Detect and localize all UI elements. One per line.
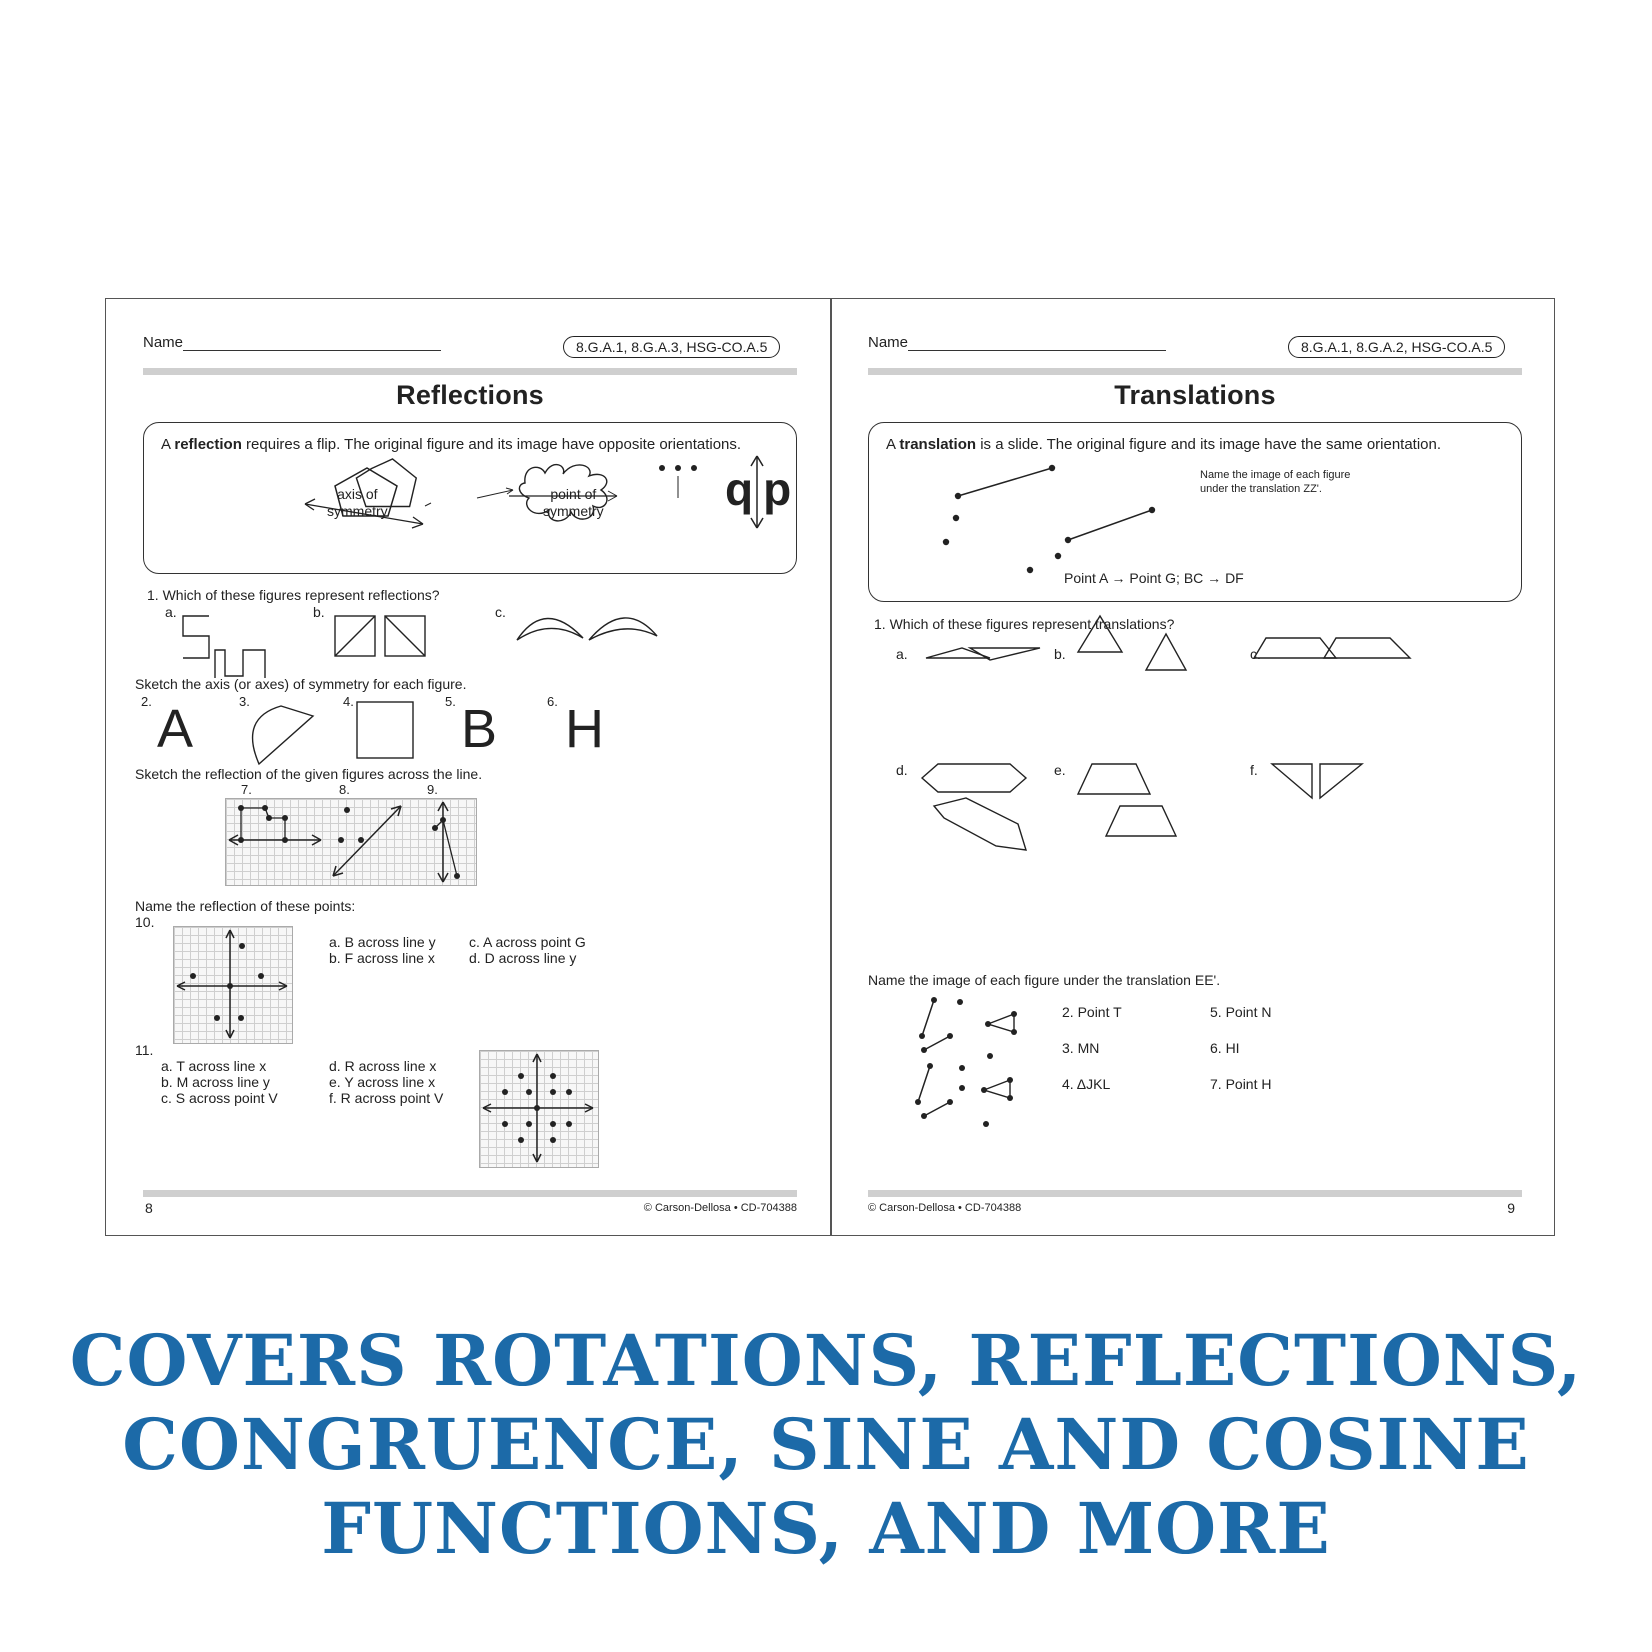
q1-label-c: c. [1250, 646, 1261, 662]
num-10: 10. [135, 914, 155, 930]
item-6: 6. HI [1210, 1040, 1240, 1056]
item-2: 2. Point T [1062, 1004, 1122, 1020]
reflection-prompt: Sketch the reflection of the given figures across the line. [135, 766, 483, 782]
caption-line-3: FUNCTIONS, AND MORE [321, 1487, 1331, 1570]
page-number: 8 [145, 1200, 153, 1216]
q11-b: b. M across line y [161, 1074, 270, 1090]
standards-badge: 8.G.A.1, 8.G.A.2, HSG-CO.A.5 [1288, 336, 1505, 358]
q11-a: a. T across line x [161, 1058, 267, 1074]
q1-label-f: f. [1250, 762, 1258, 778]
translations-page [830, 298, 1555, 1236]
copyright: © Carson-Dellosa • CD-704388 [643, 1202, 797, 1214]
item-4: 4. ΔJKL [1062, 1076, 1111, 1092]
letter-a: A [157, 699, 194, 759]
num-9: 9. [427, 782, 438, 797]
num-7: 7. [241, 782, 252, 797]
num-4: 4. [343, 694, 354, 709]
num-2: 2. [141, 694, 152, 709]
item-7: 7. Point H [1210, 1076, 1272, 1092]
page-title: Reflections [396, 380, 544, 410]
q1-label-a: a. [165, 604, 177, 620]
q10-c: c. A across point G [469, 934, 586, 950]
standards-badge: 8.G.A.1, 8.G.A.3, HSG-CO.A.5 [563, 336, 780, 358]
reflections-page [105, 298, 830, 1236]
q11-f: f. R across point V [329, 1090, 444, 1106]
q1-label-e: e. [1054, 762, 1066, 778]
qp-letters: qp [725, 463, 802, 515]
q10-b: b. F across line x [329, 950, 435, 966]
caption-line-1: COVERS ROTATIONS, REFLECTIONS, [69, 1319, 1583, 1402]
item-3: 3. MN [1062, 1040, 1100, 1056]
page-title: Translations [1114, 380, 1276, 410]
axis-prompt: Sketch the axis (or axes) of symmetry for each figure. [135, 676, 467, 692]
caption-line-2: CONGRUENCE, SINE AND COSINE [122, 1403, 1530, 1486]
footer-bar [868, 1190, 1522, 1197]
grid-11-axes [105, 298, 830, 1236]
letter-h: H [565, 699, 604, 759]
q11-e: e. Y across line x [329, 1074, 436, 1090]
q1-label-c: c. [495, 604, 506, 620]
question-1: 1. Which of these figures represent translations? [874, 616, 1175, 632]
name-points-prompt: Name the reflection of these points: [135, 898, 356, 914]
copyright: © Carson-Dellosa • CD-704388 [868, 1202, 1022, 1214]
question-1: 1. Which of these figures represent reflections? [147, 587, 440, 603]
axis-of-symmetry-label: axis of symmetry [327, 486, 388, 519]
letter-b: B [461, 699, 498, 759]
q11-c: c. S across point V [161, 1090, 278, 1106]
footer-bar [143, 1190, 797, 1197]
num-8: 8. [339, 782, 350, 797]
point-of-symmetry-label: point of symmetry [543, 486, 604, 519]
ee-prompt: Name the image of each figure under the translation EE'. [868, 972, 1221, 988]
num-11: 11. [135, 1042, 154, 1058]
q11-d: d. R across line x [329, 1058, 437, 1074]
translation-mapping: Point A → Point G; BC → DF [1064, 570, 1244, 586]
page-number: 9 [1507, 1200, 1515, 1216]
q1-label-b: b. [313, 604, 325, 620]
q1-label-a: a. [896, 646, 908, 662]
q1-label-d: d. [896, 762, 908, 778]
translation-note: Name the image of each figure under the translation ZZ'. [1200, 469, 1351, 495]
num-3: 3. [239, 694, 250, 709]
ee-figures [830, 298, 1555, 1236]
definition-text: A reflection requires a flip. The original figure and its image have opposite orientations. [161, 436, 742, 453]
num-6: 6. [547, 694, 558, 709]
q10-d: d. D across line y [469, 950, 577, 966]
num-5: 5. [445, 694, 456, 709]
item-5: 5. Point N [1210, 1004, 1272, 1020]
q1-label-b: b. [1054, 646, 1066, 662]
q10-a: a. B across line y [329, 934, 436, 950]
name-label: Name [143, 334, 184, 351]
name-label: Name [868, 334, 909, 351]
definition-text: A translation is a slide. The original figure and its image have the same orientation. [886, 436, 1442, 453]
